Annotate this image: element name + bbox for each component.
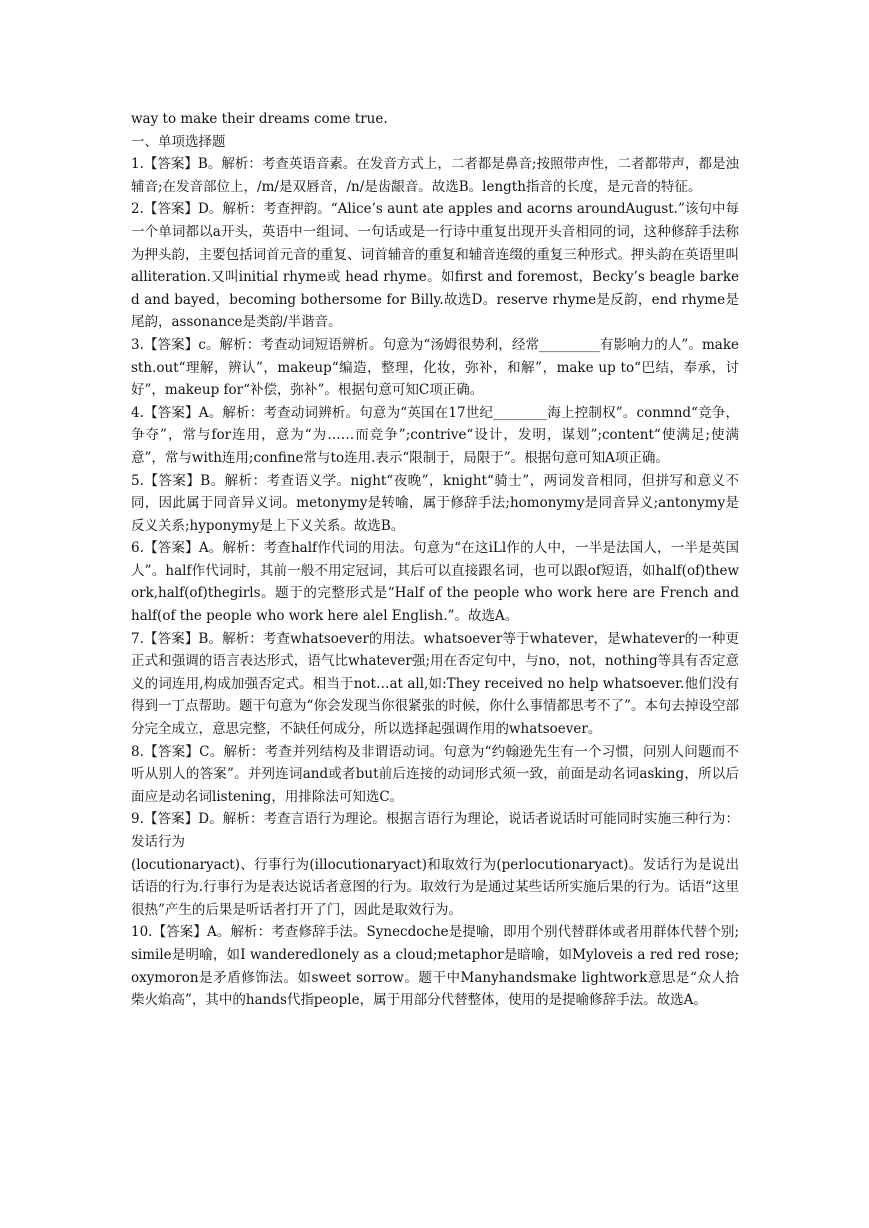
section-heading: 一、单项选择题	[131, 133, 226, 150]
answer-item-10: 10.【答案】A。解析：考查修辞手法。Synecdoche是提喻，即用个别代替群体或者用群体代替个别;simile是明喻，如I wanderedlonely as a cloud;metaphor是暗喻，如Myloveis a red red rose;oxymoron是矛盾修饰法。如sweet sorrow。题干中Manyhandsmake lightwork意思是“众人拾柴火焰高”，其中的hands代指people，属于用部分代替整体，使用的是提喻修辞手法。故选A。	[131, 924, 739, 1009]
answer-item-6: 6.【答案】A。解析：考查half作代词的用法。句意为“在这iLl作的人中，一半是法国人，一半是英国人”。half作代词时，其前一般不用定冠词，其后可以直接跟名词，也可以跟of短语，如half(of)thework,half(of)thegirls。题于的完整形式是“Half of the people who work here are French and half(of the people who work here alel English.”。故选A。	[131, 540, 740, 625]
document-body	[131, 108, 739, 1012]
answer-item-2: 2.【答案】D。解析：考查押韵。“Alice’s aunt ate apples and acorns aroundAugust.”该句中每一个单词都以a开头，英语中一组词、一句话或是一行诗中重复出现开头音相同的词，这种修辞手法称为押头韵，主要包括词首元音的重复、词首辅音的重复和辅音连缀的重复三种形式。押头韵在英语里叫alliteration.又叫initial rhyme或 head rhyme。如first and foremost，Becky’s beagle barked and bayed，becoming bothersome for Billy.故选D。reserve rhyme是反韵，end rhyme是尾韵，assonance是类韵/半谐音。	[131, 201, 739, 331]
answer-item-5: 5.【答案】B。解析：考查语义学。night“夜晚”，knight“骑士”，两词发音相同，但拼写和意义不同，因此属于同音异义词。metonymy是转喻，属于修辞手法;homonymy是同音异义;antonymy是反义关系;hyponymy是上下义关系。故选B。	[131, 472, 739, 534]
answer-item-1: 1.【答案】B。解析：考查英语音素。在发音方式上，二者都是鼻音;按照带声性，二者都带声，都是浊辅音;在发音部位上，/m/是双唇音，/n/是齿龈音。故选B。length指音的长度，是元音的特征。	[131, 156, 739, 195]
intro-line: way to make their dreams come true.	[131, 111, 388, 127]
answer-item-7: 7.【答案】B。解析：考查whatsoever的用法。whatsoever等于whatever，是whatever的一种更正式和强调的语言表达形式，语气比whatever强;用在否定句中，与no，not，nothing等具有否定意义的词连用,构成加强否定式。相当于not…at all,如:They received no help whatsoever.他们没有得到一丁点帮助。题干句意为“你会发现当你很紧张的时候，你什么事情都思考不了”。本句去掉设空部分完全成立，意思完整，不缺任何成分，所以选择起强调作用的whatsoever。	[131, 630, 739, 738]
answer-item-4: 4.【答案】A。解析：考查动词辨析。句意为“英国在17世纪________海上控制权”。conmnd“竞争，争夺”，常与for连用，意为“为……而竞争”;contrive“设计，发明，谋划”;content“使满足;使满意”，常与with连用;confine常与to连用.表示“限制于，局限于”。根据句意可知A项正确。	[131, 404, 739, 466]
answer-item-3: 3.【答案】c。解析：考查动词短语辨析。句意为“汤姆很势利，经常_________有影响力的人”。make sth.out“理解，辨认”，makeup“编造，整理，化妆，弥补，和解”，make up to“巴结，奉承，讨好”，makeup for“补偿，弥补”。根据句意可知C项正确。	[131, 336, 739, 399]
answer-item-9-continued: (locutionaryact)、行事行为(illocutionaryact)和取效行为(perlocutionaryact)。发话行为是说出话语的行为.行事行为是表达说话者意图的行为。取效行为是通过某些话所实施后果的行为。话语“这里很热”产生的后果是听话者打开了门，因此是取效行为。	[131, 856, 739, 918]
answer-item-9: 9.【答案】D。解析：考查言语行为理论。根据言语行为理论，说话者说话时可能同时实施三种行为：发话行为	[131, 811, 739, 850]
answer-item-8: 8.【答案】C。解析：考查并列结构及非谓语动词。句意为“约翰逊先生有一个习惯，问别人问题而不听从别人的答案”。并列连词and或者but前后连接的动词形式须一致，前面是动名词asking，所以后面应是动名词listening，用排除法可知选C。	[131, 743, 739, 805]
